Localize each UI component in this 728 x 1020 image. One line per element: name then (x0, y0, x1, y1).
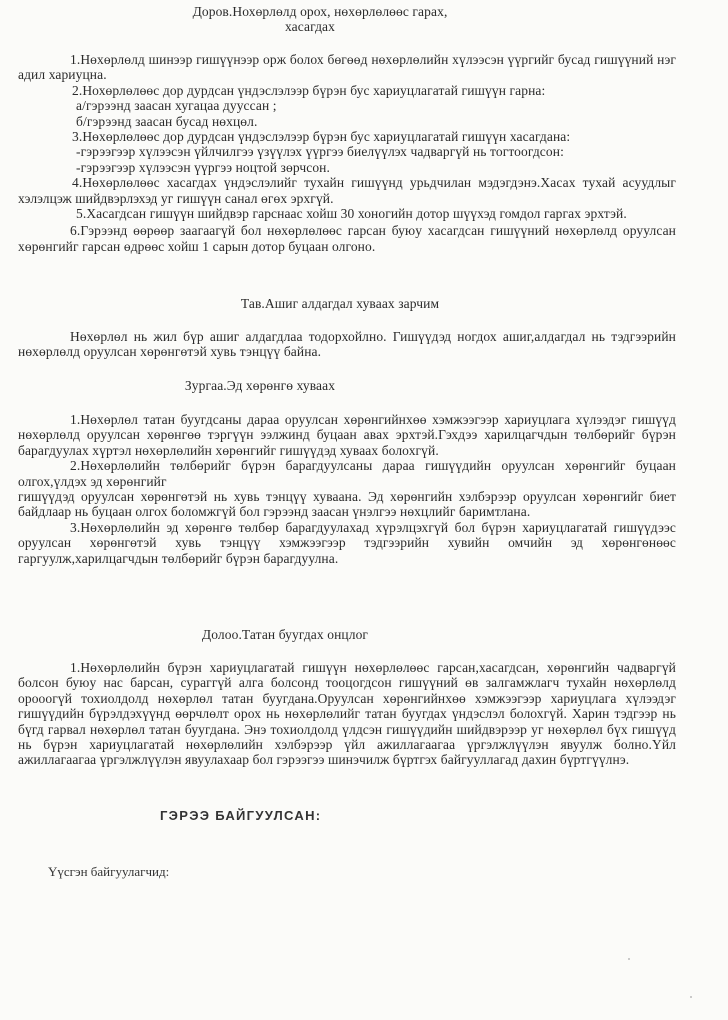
section5-body (18, 329, 676, 360)
scan-speck (628, 958, 630, 960)
section4-item-2a: а/гэрээнд заасан хугацаа дууссан ; (76, 98, 277, 114)
section7-body (18, 660, 676, 768)
section7-title: Долоо.Татан буугдах онцлог (201, 627, 369, 642)
section4-item-2b: б/гэрээнд заасан бусад нөхцөл. (76, 113, 258, 129)
section6-paragraph-2-line2: гишүүдэд оруулсан хөрөнгөтэй нь хувь тэнцүү хуваана. Эд хөрөнгийн хэлбэрээр оруулсан хөрөнгийг биет байдлаар нь буцаан олгох боломжгүй бол гэрээнд заасан үнэлгээ нөхцлийг баримтлана. (18, 489, 676, 520)
section4-paragraph-6: 6.Гэрээнд өөрөөр заагаагүй бол нөхөрлөлөөс гарсан буюу хасагдсан гишүүний нөхөрлөлд оруулсан хөрөнгийг гарсан өдрөөс хойш 1 сарын дотор буцаан олгоно. (18, 223, 676, 254)
section5-paragraph-1: Нөхөрлөл нь жил бүр ашиг алдагдлаа тодорхойлно. Гишүүдэд ногдох ашиг,алдагдал нь тэдгээрийн нөхөрлөлд оруулсан хөрөнгөтэй хувь тэнцүү байна. (18, 329, 676, 360)
section4-title-line2: хасагдах (285, 19, 335, 34)
scan-speck (690, 996, 692, 998)
section7-paragraph-1: 1.Нөхөрлөлийн бүрэн хариуцлагатай гишүүн нөхөрлөлөөс гарсан,хасагдсан, хөрөнгийн чадваргүй болсон буюу нас барсан, сураггүй алга болсонд тооцогдсон гишүүний өв залгамжлагч тухайн нөхөрлөлд орооогүй тохиолдолд нөхөрлөл татан буугдана.Оруулсан хөрөнгийнхөө хэмжээгээр хариуцлага хүлээдэг гишүүдийн бүрэлдэхүүнд өөрчлөлт орох нь нөхөрлөлийг татан буугдах үндэслэл болохгүй. Харин тэдгээр нь бүгд гарвал нөхөрлөл татан буугдана. Энэ тохиолдолд үлдсэн гишүүдийн шийдвэрээр уг нөхөрлөл бүх гишүүд нь бүрэн хариуцлагатай нөхөрлөлийн хэлбэрээр үйл ажиллагаагаа үргэлжлүүлэн явуулж болно.Үйл ажиллагаагаа үргэлжлүүлэн явуулахаар бол гэрээгээ шинэчилж бүртгэх байгууллагад дахин бүртгүүлнэ. (18, 660, 676, 768)
signature-title: ГЭРЭЭ БАЙГУУЛСАН: (160, 808, 322, 823)
section4-title-line1: Доров.Нохөрлөлд орох, нөхөрлөлөөс гарах, (192, 4, 448, 19)
section6-paragraph-1: 1.Нөхөрлөл татан буугдсаны дараа оруулсан хөрөнгийнхөө хэмжээгээр хариуцлага хүлээдэг гишүүд нөхөрлөлд оруулсан хөрөнгөө тэргүүн ээлжинд буцаан авах эрхтэй.Гэхдээ харилцагчдын төлбөрийг бүрэн барагдуулах хүртэл нөхөрлөлийн хөрөнгийг гишүүдэд хуваах болохгүй. (18, 412, 676, 458)
section4-item-3a: -гэрээгээр хүлээсэн үйлчилгээ үзүүлэх үүргээ биелүүлэх чадваргүй нь тогтоогдсон: (76, 144, 564, 160)
section4-paragraph-4: 4.Нөхөрлөлөөс хасагдах үндэслэлийг тухайн гишүүнд урьдчилан мэдэгдэнэ.Хасах тухай асуудлыг хэлэлцэж шийдвэрлэхэд уг гишүүн санал өгөх эрхгүй. (18, 175, 676, 206)
section4-paragraph-1: 1.Нөхөрлөлд шинээр гишүүнээр орж болох бөгөөд нөхөрлөлийн хүлээсэн үүргийг бусад гишүүний нэг адил хариуцна. (18, 52, 676, 83)
section5-title: Тав.Ашиг алдагдал хуваах зарчим (240, 296, 440, 311)
section6-title: Зургаа.Эд хөрөнгө хуваах (184, 378, 336, 393)
section6-paragraph-3: 3.Нөхөрлөлийн эд хөрөнгө төлбөр барагдуулахад хүрэлцэхгүй бол бүрэн хариуцлагатай гишүүдээс оруулсан хөрөнгөтэй хувь тэнцүү хэмжээгээр тэдгээрийн хувийн омчийн эд хөрөнгөнөөс гаргуулж,харилцагчдын төлбөрийг бүрэн барагдуулна. (18, 519, 676, 566)
section4-paragraph-2: 2.Нохөрлөлөөс дор дурдсан үндэслэлээр бүрэн бус хариуцлагатай гишүүн гарна: (72, 82, 546, 98)
section6-body (18, 412, 676, 566)
section4-body (18, 52, 676, 254)
section4-item-3b: -гэрээгээр хүлээсэн үүргээ ноцтой зөрчсон. (76, 159, 330, 175)
section4-paragraph-5: 5.Хасагдсан гишүүн шийдвэр гарснаас хойш 30 хоногийн дотор шүүхэд гомдол гаргах эрхтэй. (76, 206, 627, 222)
founder-label: Үүсгэн байгуулагчид: (48, 864, 170, 879)
section6-paragraph-2-line1: 2.Нөхөрлөлийн төлбөрийг бүрэн барагдуулсаны дараа гишүүдийн оруулсан хөрөнгийг буцаан олгох,үлдэх эд хөрөнгийг (18, 458, 676, 489)
section4-paragraph-3: 3.Нөхөрлөлөөс дор дурдсан үндэслэлээр бүрэн бус хариуцлагатай гишүүн хасагдана: (72, 129, 571, 145)
